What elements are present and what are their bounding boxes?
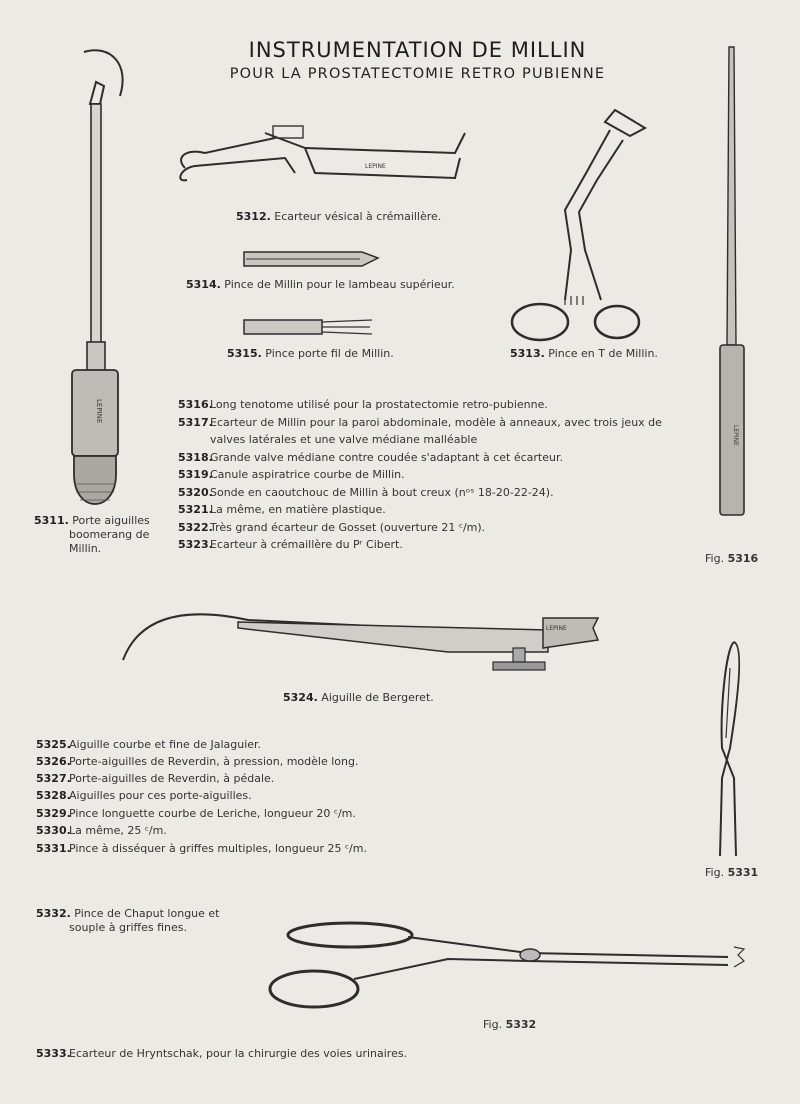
list-item [178,538,403,552]
item-text: Très grand écarteur de Gosset (ouverture 21 ᶜ/m). [210,521,486,534]
item-text: La même, en matière plastique. [210,503,386,516]
caption-text: Pince porte fil de Millin. [265,347,394,360]
list-item [178,398,548,412]
caption-line-2: souple à griffes fines. [69,921,188,934]
fig-number: 5331 [727,866,759,879]
item-text: Pince longuette courbe de Leriche, longueur 20 ᶜ/m. [69,807,356,820]
item-text: Canule aspiratrice courbe de Millin. [210,468,405,481]
item-text: Sonde en caoutchouc de Millin à bout creux (nᵒˢ 18-20-22-24). [210,486,554,499]
item-number: 5327. [36,772,71,785]
item-number: 5329. [36,807,71,820]
list-item [178,503,386,517]
page-title: INSTRUMENTATION DE MILLIN [248,38,587,62]
caption-5315 [227,347,394,361]
fig-label-5316 [705,552,758,565]
caption-text: Pince en T de Millin. [548,347,658,360]
list-item [178,486,554,500]
caption-5312 [236,210,441,224]
item-text: valves latérales et une valve médiane malléable [210,433,478,446]
fig-prefix: Fig. [705,866,725,879]
caption-number: 5315. [227,347,262,360]
brand-stamp: LEPINE [365,163,386,170]
pince-chaput-illustration [268,915,758,1015]
fig-label-5332 [483,1018,536,1031]
caption-5332 [36,907,220,935]
item-text: Porte-aiguilles de Reverdin, à pression, modèle long. [69,755,359,768]
list-item [36,807,356,821]
item-text: Pince à disséquer à griffes multiples, longueur 25 ᶜ/m. [69,842,367,855]
caption-line-3: Millin. [69,542,102,555]
caption-number: 5332. [36,907,71,920]
caption-text: Pince de Millin pour le lambeau supérieur. [224,278,455,291]
fig-number: 5316 [727,552,759,565]
fig-prefix: Fig. [705,552,725,565]
list-item [178,468,405,482]
caption-number: 5324. [283,691,318,704]
item-number: 5330. [36,824,71,837]
item-number: 5325. [36,738,71,751]
pince-dissequer-illustration [708,638,748,860]
item-text: Ecarteur de Millin pour la paroi abdominale, modèle à anneaux, avec trois jeux de [210,416,662,429]
list-item [178,433,477,447]
brand-stamp: LEPINE [546,625,567,632]
long-tenotome-illustration [712,45,752,520]
porte-aiguilles-boomerang-illustration [60,44,140,514]
caption-5311 [34,514,150,556]
item-number: 5331. [36,842,71,855]
item-number: 5323. [178,538,213,551]
item-text: La même, 25 ᶜ/m. [69,824,167,837]
caption-number: 5314. [186,278,221,291]
list-item [178,416,662,430]
ecarteur-vesical-illustration [175,118,475,198]
caption-5314 [186,278,455,292]
item-number: 5316. [178,398,213,411]
item-number: 5322. [178,521,213,534]
pince-lambeau-illustration [242,248,382,270]
item-number: 5318. [178,451,213,464]
item-number: 5321. [178,503,213,516]
caption-line-1: Porte aiguilles [72,514,150,527]
caption-number: 5312. [236,210,271,223]
item-number: 5319. [178,468,213,481]
item-text: Grande valve médiane contre coudée s'adaptant à cet écarteur. [210,451,563,464]
page-subtitle: POUR LA PROSTATECTOMIE RETRO PUBIENNE [229,66,606,82]
list-item [36,789,252,803]
caption-text: Aiguille de Bergeret. [321,691,434,704]
list-item [36,755,358,769]
aiguille-bergeret-illustration [118,600,608,680]
item-text: Long tenotome utilisé pour la prostatectomie retro-pubienne. [210,398,548,411]
list-item [36,842,367,856]
caption-number: 5311. [34,514,69,527]
list-item [36,824,167,838]
item-number: 5333. [36,1047,71,1060]
pince-porte-fil-illustration [242,316,377,338]
fig-label-5331 [705,866,758,879]
caption-number: 5313. [510,347,545,360]
item-number: 5328. [36,789,71,802]
list-item [36,772,274,786]
list-item [36,1047,407,1061]
fig-prefix: Fig. [483,1018,503,1031]
item-text: Ecarteur de Hryntschak, pour la chirurgie des voies urinaires. [69,1047,408,1060]
item-text: Porte-aiguilles de Reverdin, à pédale. [69,772,275,785]
item-number: 5326. [36,755,71,768]
list-item [178,451,563,465]
caption-5324 [283,691,434,705]
item-number: 5320. [178,486,213,499]
brand-stamp: LEPINE [732,425,739,446]
caption-line-1: Pince de Chaput longue et [74,907,220,920]
list-item [178,521,485,535]
item-text: Aiguilles pour ces porte-aiguilles. [69,789,252,802]
caption-line-2: boomerang de [69,528,150,541]
item-text: Ecarteur à crémaillère du Pʳ Cibert. [210,538,403,551]
list-item [36,738,261,752]
caption-5313 [510,347,658,361]
caption-text: Ecarteur vésical à crémaillère. [274,210,442,223]
fig-number: 5332 [505,1018,537,1031]
item-text: Aiguille courbe et fine de Jalaguier. [69,738,262,751]
brand-stamp: LEPINE [95,399,103,424]
pince-en-t-illustration [505,100,655,345]
item-number: 5317. [178,416,213,429]
